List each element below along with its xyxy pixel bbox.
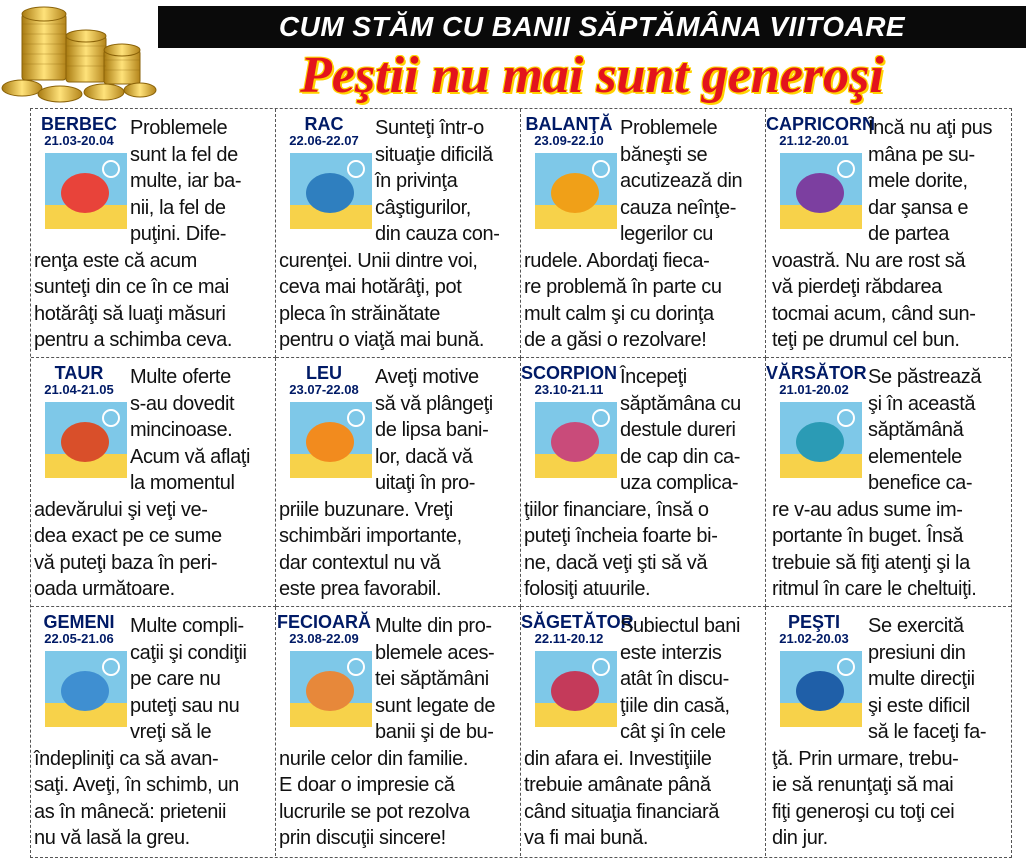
sign-name: BALANŢĂ <box>525 114 613 134</box>
forecast-line: elementele <box>868 445 962 468</box>
forecast-line: E doar o impresie că <box>279 774 455 796</box>
forecast-line: de lipsa bani- <box>375 419 489 441</box>
sign-forecast-text <box>279 115 516 354</box>
sign-forecast-text <box>34 613 271 852</box>
forecast-line: rudele. Abordaţi fieca- <box>524 249 710 272</box>
forecast-line: sunteţi din ce în ce mai <box>34 276 229 298</box>
forecast-line: trebuie amânate până <box>524 774 711 796</box>
forecast-line: teţi pe drumul cel bun. <box>772 329 960 351</box>
forecast-line: schimbări importante, <box>279 525 462 547</box>
forecast-line: tei săptămâni <box>375 668 489 690</box>
forecast-line: este prea favorabil. <box>279 578 442 600</box>
sign-card <box>766 109 1011 358</box>
forecast-line: la momentul <box>130 472 235 494</box>
forecast-line: re problemă în parte cu <box>524 276 722 298</box>
sign-name: PEŞTI <box>787 612 840 632</box>
forecast-line: lucrurile se pot rezolva <box>279 800 470 823</box>
forecast-line: atât în discu- <box>620 668 729 690</box>
forecast-line: ţă. Prin urmare, trebu- <box>772 747 959 770</box>
forecast-line: saţi. Aveţi, în schimb, un <box>34 774 239 796</box>
sign-forecast-text <box>524 613 761 852</box>
forecast-line: dea exact pe ce sume <box>34 525 222 547</box>
sign-card <box>521 607 766 856</box>
sign-name: GEMENI <box>43 612 115 632</box>
forecast-line: renţa este că acum <box>34 249 197 272</box>
sign-dates: 22.05-21.06 <box>44 631 114 646</box>
sign-forecast-text <box>524 364 761 603</box>
forecast-line: mâna pe su- <box>868 143 975 166</box>
sign-card <box>31 607 276 856</box>
page-title: Peştii nu mai sunt generoşi <box>300 47 884 104</box>
forecast-line: pentru a schimba ceva. <box>34 329 232 351</box>
forecast-line: Subiectul bani <box>620 615 741 637</box>
sign-dates: 21.02-20.03 <box>779 631 849 646</box>
forecast-line: şi în această <box>868 392 976 415</box>
sign-dates: 22.06-22.07 <box>289 133 359 148</box>
forecast-line: săptămâna cu <box>620 392 741 415</box>
forecast-line: nu vă lasă la greu. <box>34 827 190 849</box>
forecast-line: Multe compli- <box>130 615 244 637</box>
sign-name: LEU <box>306 363 342 383</box>
forecast-line: voastră. Nu are rost să <box>772 249 966 272</box>
forecast-line: folosiţi atuurile. <box>524 578 651 600</box>
forecast-line: din afara ei. Investiţiile <box>524 747 712 770</box>
forecast-line: Acum vă aflaţi <box>130 445 251 468</box>
forecast-line: trebuie să fiţi atenţi şi la <box>772 551 970 574</box>
forecast-line: ne, dacă veţi şti să vă <box>524 551 708 574</box>
sign-forecast-text <box>34 115 271 354</box>
sign-dates: 21.04-21.05 <box>44 382 114 397</box>
forecast-line: pe care nu <box>130 668 221 690</box>
forecast-line: în privinţa <box>375 170 458 192</box>
forecast-line: Încă nu aţi pus <box>868 117 993 139</box>
forecast-line: vreţi să le <box>130 721 212 743</box>
forecast-line: oada următoare. <box>34 578 175 600</box>
forecast-line: ceva mai hotărâţi, pot <box>279 276 462 298</box>
forecast-line: Multe din pro- <box>375 615 492 637</box>
forecast-line: presiuni din <box>868 641 966 664</box>
forecast-line: va fi mai bună. <box>524 827 649 849</box>
forecast-line: pleca în străinătate <box>279 302 440 325</box>
forecast-line: ţiile din casă, <box>620 694 730 717</box>
sign-name: CAPRICORN <box>766 114 876 134</box>
forecast-line: Se păstrează <box>868 366 982 388</box>
forecast-line: blemele aces- <box>375 641 495 664</box>
forecast-line: nurile celor din familie. <box>279 747 468 770</box>
sign-forecast-text <box>772 613 1009 852</box>
sign-name: FECIOARĂ <box>277 612 371 632</box>
sign-card <box>31 109 276 358</box>
sign-forecast-text <box>524 115 761 354</box>
sign-forecast-text <box>772 364 1009 603</box>
forecast-line: mult calm şi cu dorinţa <box>524 302 714 325</box>
forecast-line: cauza neînţe- <box>620 196 736 219</box>
forecast-line: legerilor cu <box>620 223 714 245</box>
forecast-line: puteţi sau nu <box>130 694 240 717</box>
sign-card <box>521 358 766 607</box>
forecast-line: prin discuţii sincere! <box>279 827 446 849</box>
forecast-line: banii şi de bu- <box>375 721 494 743</box>
forecast-line: hotărâţi să luaţi măsuri <box>34 302 226 325</box>
forecast-line: şi este dificil <box>868 694 970 717</box>
forecast-line: din cauza con- <box>375 223 500 245</box>
forecast-line: re v-au adus sume im- <box>772 498 963 521</box>
forecast-line: vă pierdeţi răbdarea <box>772 276 942 298</box>
forecast-line: Aveţi motive <box>375 366 479 388</box>
forecast-line: să le faceţi fa- <box>868 721 987 743</box>
sign-name: VĂRSĂTOR <box>766 363 867 383</box>
forecast-line: pentru o viaţă mai bună. <box>279 329 484 351</box>
sign-card <box>521 109 766 358</box>
forecast-line: de a găsi o rezolvare! <box>524 329 707 351</box>
sign-name: RAC <box>304 114 344 134</box>
sign-dates: 21.03-20.04 <box>44 133 114 148</box>
forecast-line: priile buzunare. Vreţi <box>279 498 453 521</box>
forecast-line: multe direcţii <box>868 668 975 690</box>
sign-name: SCORPION <box>521 363 618 383</box>
forecast-line: multe, iar ba- <box>130 170 242 192</box>
sign-dates: 23.10-21.11 <box>534 382 604 397</box>
forecast-line: de cap din ca- <box>620 445 741 468</box>
sign-dates: 22.11-20.12 <box>534 631 604 646</box>
forecast-line: sunt legate de <box>375 694 496 717</box>
forecast-line: portante în buget. Însă <box>772 525 963 547</box>
forecast-line: situaţie dificilă <box>375 143 493 166</box>
forecast-line: băneşti se <box>620 143 708 166</box>
forecast-line: mele dorite, <box>868 170 968 192</box>
forecast-line: din jur. <box>772 827 828 849</box>
forecast-line: sunt la fel de <box>130 143 238 166</box>
forecast-line: s-au dovedit <box>130 392 235 415</box>
sign-forecast-text <box>279 364 516 603</box>
sign-name: TAUR <box>54 363 104 383</box>
sign-card <box>276 109 521 358</box>
forecast-line: uitaţi în pro- <box>375 472 476 494</box>
forecast-line: Se exercită <box>868 615 964 637</box>
forecast-line: este interzis <box>620 641 722 664</box>
forecast-line: uza complica- <box>620 472 739 494</box>
forecast-line: dar şansa e <box>868 196 969 219</box>
forecast-line: lor, dacă vă <box>375 445 473 468</box>
forecast-line: Sunteţi într-o <box>375 117 484 139</box>
forecast-line: destule dureri <box>620 419 736 441</box>
forecast-line: curenţei. Unii dintre voi, <box>279 249 478 272</box>
forecast-line: ritmul în care le cheltuiţi. <box>772 578 977 600</box>
forecast-line: ie să renunţaţi să mai <box>772 774 954 796</box>
forecast-line: săptămână <box>868 419 964 441</box>
forecast-line: acutizează din <box>620 170 743 192</box>
sign-name: BERBEC <box>40 114 117 134</box>
forecast-line: as în mânecă: prietenii <box>34 800 227 823</box>
sign-dates: 23.07-22.08 <box>289 382 359 397</box>
forecast-line: fiţi generoşi cu toţi cei <box>772 800 955 823</box>
sign-card <box>766 607 1011 856</box>
sign-card <box>766 358 1011 607</box>
forecast-line: cât şi în cele <box>620 721 726 743</box>
sign-dates: 21.01-20.02 <box>779 382 849 397</box>
forecast-line: de partea <box>868 223 949 245</box>
forecast-line: ţiilor financiare, însă o <box>524 498 709 521</box>
forecast-line: Multe oferte <box>130 366 231 388</box>
sign-card <box>276 607 521 856</box>
forecast-line: caţii şi condiţii <box>130 641 247 664</box>
forecast-line: câştigurilor, <box>375 196 471 219</box>
forecast-line: tocmai acum, când sun- <box>772 302 976 325</box>
forecast-line: puţini. Dife- <box>130 223 226 245</box>
forecast-line: dar contextul nu vă <box>279 551 441 574</box>
sign-dates: 21.12-20.01 <box>779 133 849 148</box>
sign-dates: 23.09-22.10 <box>534 133 604 148</box>
kicker-bar: CUM STĂM CU BANII SĂPTĂMÂNA VIITOARE <box>158 6 1026 48</box>
sign-card <box>31 358 276 607</box>
sign-card <box>276 358 521 607</box>
forecast-line: când situaţia financiară <box>524 800 719 823</box>
sign-dates: 23.08-22.09 <box>289 631 359 646</box>
forecast-line: adevărului şi veţi ve- <box>34 498 208 521</box>
forecast-line: îndepliniţi ca să avan- <box>34 747 219 770</box>
forecast-line: Problemele <box>620 117 718 139</box>
forecast-line: Problemele <box>130 117 228 139</box>
horoscope-grid <box>30 108 1012 858</box>
forecast-line: să vă plângeţi <box>375 392 493 415</box>
sign-name: SĂGETĂTOR <box>521 612 634 632</box>
forecast-line: vă puteţi baza în peri- <box>34 551 218 574</box>
sign-forecast-text <box>34 364 271 603</box>
forecast-line: benefice ca- <box>868 472 973 494</box>
forecast-line: mincinoase. <box>130 419 233 441</box>
sign-forecast-text <box>772 115 1009 354</box>
forecast-line: Începeţi <box>620 366 687 388</box>
forecast-line: puteţi încheia foarte bi- <box>524 525 718 547</box>
forecast-line: nii, la fel de <box>130 196 226 219</box>
coin-stack-illustration <box>0 0 160 110</box>
sign-forecast-text <box>279 613 516 852</box>
